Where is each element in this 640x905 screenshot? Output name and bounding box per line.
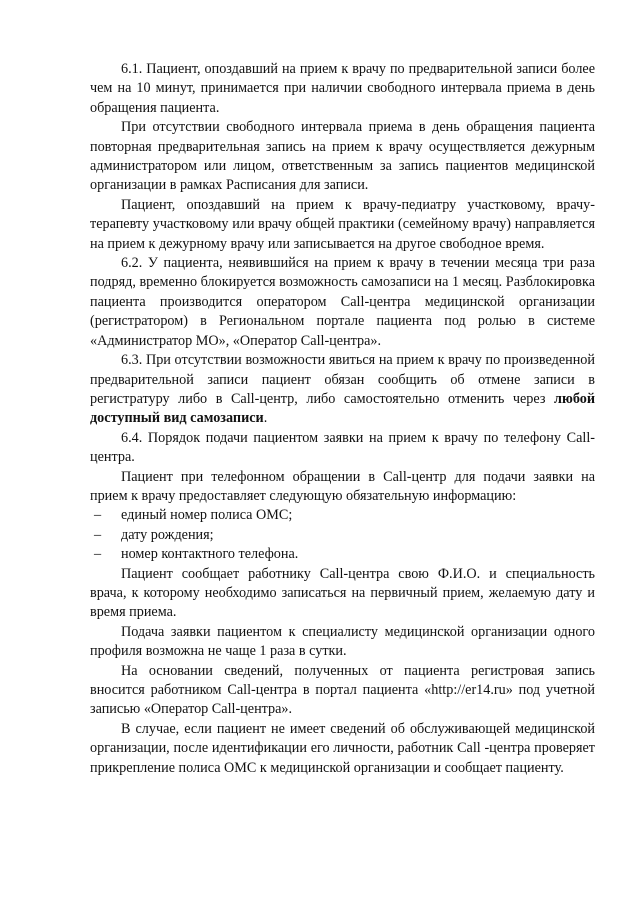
paragraph-phone-request: Пациент при телефонном обращении в Call-центр для подачи заявки на прием к врачу предоставляет следующую обязательную информацию: (90, 468, 595, 504)
list-item (90, 545, 595, 564)
list-item (90, 506, 595, 525)
document-body (90, 60, 595, 778)
list-dash: – (94, 546, 102, 563)
list-item-text: дату рождения; (121, 526, 214, 543)
paragraph-no-free-slot: При отсутствии свободного интервала приема в день обращения пациента повторная предварительная запись на прием к врачу осуществляется дежурным администратором или лицом, ответственным за запись пациентов медицинской организации в рамках Расписания для записи. (90, 119, 595, 194)
paragraph-6-2: 6.2. У пациента, неявившийся на прием к врачу в течении месяца три раза подряд, временно блокируется возможность самозаписи на 1 месяц. Разблокировка пациента производится оператором Call-центра медицинской организации (регистратором) в Региональном портале пациента под ролью в системе «Администратор МО», «Оператор Call-центра». (90, 255, 595, 349)
paragraph-6-3 (90, 351, 595, 429)
paragraph-6-1: 6.1. Пациент, опоздавший на прием к врачу по предварительной записи более чем на 10 минут, принимается при наличии свободного интервала приема в день обращения пациента. (90, 61, 595, 116)
list-item-text: номер контактного телефона. (121, 546, 299, 563)
required-info-list (90, 506, 595, 564)
list-item-text: единый номер полиса ОМС; (121, 507, 293, 524)
paragraph-once-per-day: Подача заявки пациентом к специалисту медицинской организации одного профиля возможна не чаще 1 раза в сутки. (90, 623, 595, 660)
paragraph-6-3-text: 6.3. При отсутствии возможности явиться на прием к врачу по произведенной предварительной записи пациент обязан сообщить об отмене записи в регистратуру либо в Call-центр, либо самостоятельно отменить через (90, 352, 595, 407)
paragraph-6-3-end: . (263, 410, 268, 427)
paragraph-6-3-bold: любой доступный вид самозаписи (90, 390, 595, 427)
list-dash: – (94, 507, 102, 524)
paragraph-late-pediatrician: Пациент, опоздавший на прием к врачу-педиатру участковому, врачу-терапевту участковому или врачу общей практики (семейному врачу) направляется на прием к дежурному врачу или записывается на другое свободное время. (90, 196, 595, 252)
paragraph-6-4: 6.4. Порядок подачи пациентом заявки на прием к врачу по телефону Call-центра. (90, 429, 595, 466)
paragraph-portal-entry: На основании сведений, полученных от пациента регистровая запись вносится работником Call-центра в портал пациента «http://er14.ru» под учетной записью «Оператор Call-центра». (90, 662, 595, 718)
paragraph-no-clinic-info: В случае, если пациент не имеет сведений об обслуживающей медицинской организации, после идентификации его личности, работник Call -центра проверяет прикрепление полиса ОМС к медицинской организации и сообщает пациенту. (90, 720, 595, 776)
list-dash: – (94, 526, 102, 543)
paragraph-patient-informs: Пациент сообщает работнику Call-центра свою Ф.И.О. и специальность врача, к которому необходимо записаться на первичный прием, желаемую дату и время приема. (90, 565, 595, 621)
list-item (90, 526, 595, 545)
